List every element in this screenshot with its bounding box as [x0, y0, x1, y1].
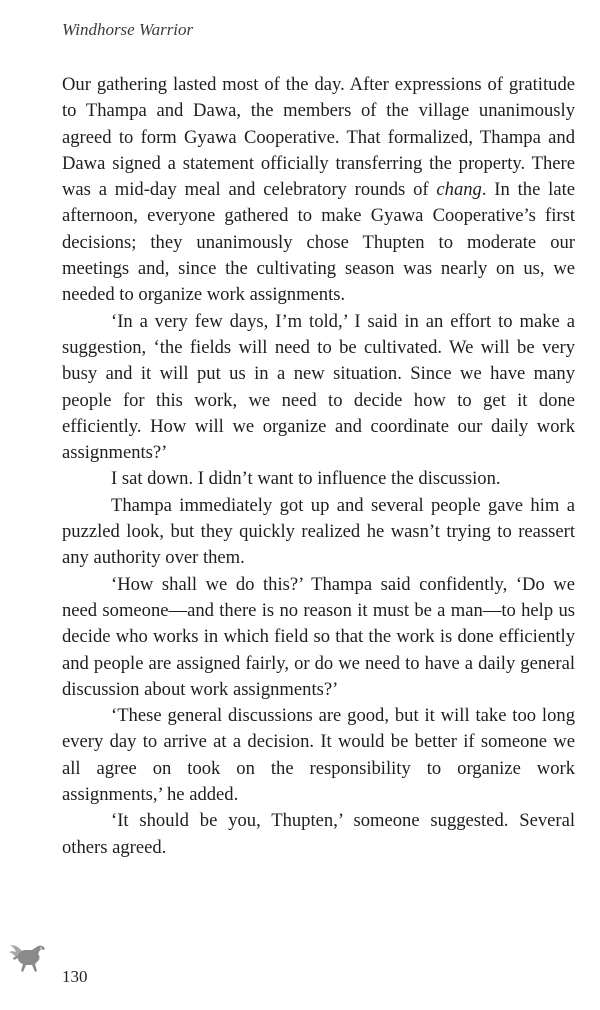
paragraph-1 — [62, 72, 575, 309]
running-head: Windhorse Warrior — [62, 20, 194, 39]
paragraph-1-text-before: Our gathering lasted most of the day. After expressions of gratitude to Thampa and Dawa, the members of the village unanimously agreed to form Gyawa Cooperative. That formalized, Thampa and Dawa signed a statement officially transferring the property. There was a mid-day meal and celebratory rounds of — [62, 74, 575, 201]
paragraph-1-text-after: . In the late afternoon, everyone gathered to make Gyawa Cooperative’s first decisions; they unanimously chose Thupten to moderate our meetings and, since the cultivating season was nearly on us, we needed to organize work assignments. — [62, 179, 575, 306]
paragraph-4: Thampa immediately got up and several people gave him a puzzled look, but they quickly realized he wasn’t trying to reassert any authority over them. — [62, 494, 575, 569]
body-text — [62, 72, 575, 861]
paragraph-5: ‘How shall we do this?’ Thampa said confidently, ‘Do we need someone—and there is no reason it must be a man—to help us decide who works in which field so that the work is done efficiently and people are assigned fairly, or do we need to have a daily general discussion about work assignments?’ — [62, 573, 575, 700]
paragraph-6: ‘These general discussions are good, but it will take too long every day to arrive at a decision. It would be better if someone we all agree on took on the responsibility to organize work assignments,’ he added. — [62, 705, 575, 806]
windhorse-icon — [8, 936, 52, 980]
paragraph-2: ‘In a very few days, I’m told,’ I said in an effort to make a suggestion, ‘the fields will need to be cultivated. We will be very busy and it will put us in a new situation. Since we have many people for this work, we need to decide how to get it done efficiently. How will we organize and coordinate our daily work assignments?’ — [62, 310, 575, 464]
page-number: 130 — [62, 967, 88, 986]
paragraph-1-italic-word: chang — [436, 179, 482, 201]
paragraph-3: I sat down. I didn’t want to influence the discussion. — [111, 468, 501, 490]
paragraph-7: ‘It should be you, Thupten,’ someone suggested. Several others agreed. — [62, 810, 575, 858]
